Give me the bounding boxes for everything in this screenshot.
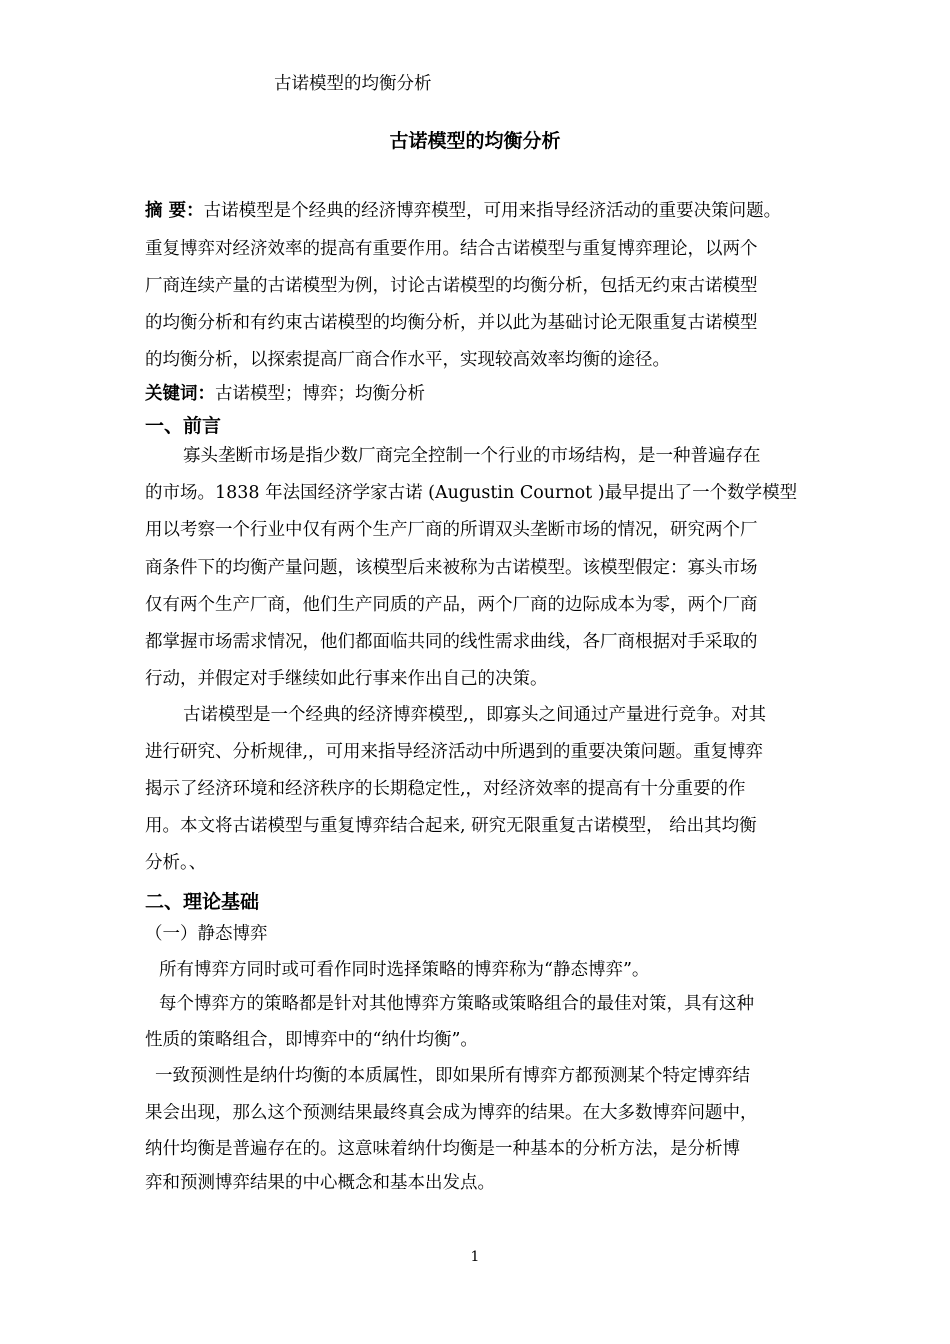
section2-subheading: （一）静态博弈 xyxy=(145,924,268,944)
section2-p3-line-2: 果会出现，那么这个预测结果最终真会成为博弈的结果。在大多数博弈问题中， xyxy=(145,1103,758,1123)
abstract-line-5: 的均衡分析，以探索提高厂商合作水平，实现较高效率均衡的途径。 xyxy=(145,350,670,370)
section1-para2-line-3: 揭示了经济环境和经济秩序的长期稳定性,，对经济效率的提高有十分重要的作 xyxy=(145,779,746,799)
abstract-label: 摘 要： xyxy=(145,201,204,221)
abstract-line-4: 的均衡分析和有约束古诺模型的均衡分析，并以此为基础讨论无限重复古诺模型 xyxy=(145,313,758,333)
abstract-line-2: 重复博弈对经济效率的提高有重要作用。结合古诺模型与重复博弈理论，以两个 xyxy=(145,239,758,259)
section1-para1-line-5: 仅有两个生产厂商，他们生产同质的产品，两个厂商的边际成本为零，两个厂商 xyxy=(145,595,758,615)
keywords xyxy=(145,385,425,403)
section1-para2-line-4: 用。本文将古诺模型与重复博弈结合起来, 研究无限重复古诺模型， 给出其均衡 xyxy=(145,816,757,836)
section1-para1-line-1: 寡头垄断市场是指少数厂商完全控制一个行业的市场结构，是一种普遍存在 xyxy=(183,446,761,466)
section1-para1-line-3: 用以考察一个行业中仅有两个生产厂商的所谓双头垄断市场的情况，研究两个厂 xyxy=(145,520,758,540)
section1-para2-line-5: 分析。、 xyxy=(145,853,207,873)
section1-heading: 一、前言 xyxy=(145,415,222,437)
section1-para1-line-6: 都掌握市场需求情况，他们都面临共同的线性需求曲线，各厂商根据对手采取的 xyxy=(145,632,758,652)
section1-para1-line-4: 商条件下的均衡产量问题，该模型后来被称为古诺模型。该模型假定：寡头市场 xyxy=(145,558,758,578)
keywords-label: 关键词： xyxy=(145,384,215,404)
section2-p3-line-1: 一致预测性是纳什均衡的本质属性，即如果所有博弈方都预测某个特定博弈结 xyxy=(155,1066,750,1086)
page-number: 1 xyxy=(470,1249,480,1265)
section2-p3-line-4: 弈和预测博弈结果的中心概念和基本出发点。 xyxy=(145,1173,495,1193)
abstract-text: 古诺模型是个经典的经济博弈模型，可用来指导经济活动的重要决策问题。 xyxy=(203,201,782,221)
section2-p2-line-2: 性质的策略组合，即博弈中的“纳什均衡”。 xyxy=(145,1030,478,1050)
section1-para1-line-2: 的市场。1838 年法国经济学家古诺 (Augustin Cournot )最早提出了一个数学模型 xyxy=(145,483,798,503)
section2-p2-line-1: 每个博弈方的策略都是针对其他博弈方策略或策略组合的最佳对策，具有这种 xyxy=(159,994,754,1014)
section1-para1-line-7: 行动，并假定对手继续如此行事来作出自己的决策。 xyxy=(145,669,548,689)
section1-para2-line-1: 古诺模型是一个经典的经济博弈模型,，即寡头之间通过产量进行竞争。对其 xyxy=(183,705,767,725)
document-title: 古诺模型的均衡分析 xyxy=(389,130,561,152)
abstract-line-1 xyxy=(145,202,781,220)
keywords-text: 古诺模型；博弈；均衡分析 xyxy=(215,384,425,404)
section2-p1: 所有博弈方同时或可看作同时选择策略的博弈称为“静态博弈”。 xyxy=(159,960,650,980)
abstract-line-3: 厂商连续产量的古诺模型为例，讨论古诺模型的均衡分析，包括无约束古诺模型 xyxy=(145,276,758,296)
section2-p3-line-3: 纳什均衡是普遍存在的。这意味着纳什均衡是一种基本的分析方法，是分析博 xyxy=(145,1139,740,1159)
section1-para2-line-2: 进行研究、分析规律,，可用来指导经济活动中所遇到的重要决策问题。重复博弈 xyxy=(145,742,764,762)
section2-heading: 二、理论基础 xyxy=(145,891,260,913)
running-header: 古诺模型的均衡分析 xyxy=(274,74,432,94)
